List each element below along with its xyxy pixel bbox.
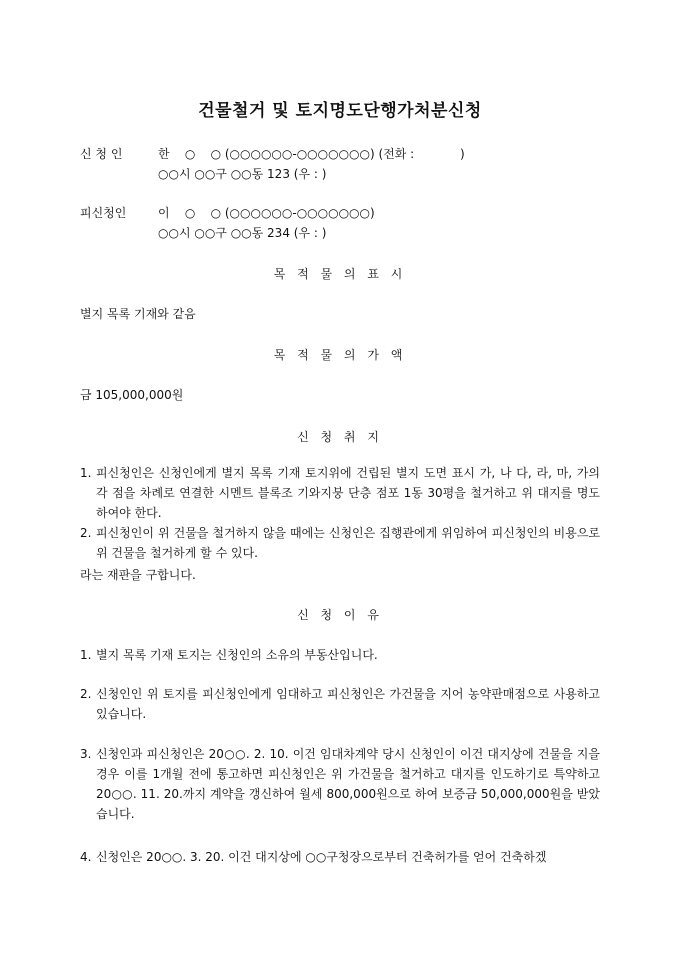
value-text: 금 105,000,000원 [80, 388, 184, 402]
object-text: 별지 목록 기재와 같음 [80, 307, 196, 321]
purpose-heading: 신 청 취 지 [297, 430, 383, 444]
reason-item [80, 684, 600, 724]
item-text: 신청인은 20○○. 3. 20. 이건 대지상에 ○○구청장으로부터 건축허가를 얻어 건축하겠 [96, 850, 547, 864]
applicant-row [80, 145, 465, 162]
item-text: 피신청인이 위 건물을 철거하지 않을 때에는 신청인은 집행관에게 위임하여 피신청인의 비용으로 위 건물을 철거하게 할 수 있다. [96, 526, 600, 560]
item-text: 신청인인 위 토지를 피신청인에게 임대하고 피신청인은 가건물을 지어 농약판매점으로 사용하고 있습니다. [96, 687, 600, 721]
respondent-row [80, 204, 375, 221]
reason-item [80, 744, 600, 824]
respondent-address: ○○시 ○○구 ○○동 234 (우 : ) [158, 226, 327, 240]
purpose-closing: 라는 재판을 구합니다. [80, 568, 196, 582]
item-number: 1. [80, 648, 92, 662]
item-number: 3. [80, 747, 92, 761]
item-number: 4. [80, 850, 92, 864]
item-number: 1. [80, 466, 92, 480]
purpose-item [80, 523, 600, 563]
purpose-item [80, 463, 600, 523]
applicant-info: 한 ○ ○ (○○○○○○-○○○○○○○) (전화 : ) [158, 147, 465, 161]
reason-item [80, 645, 600, 665]
item-text: 별지 목록 기재 토지는 신청인의 소유의 부동산입니다. [96, 648, 378, 662]
item-text: 신청인과 피신청인은 20○○. 2. 10. 이건 임대차계약 당시 신청인이 이건 대지상에 건물을 지을 경우 이를 1개월 전에 통고하면 피신청인은 위 가건물을 철거하고 대지를 인도하기로 특약하고 20○○. 11. 20.까지 계약을 갱신하여 월세 800,000원으로 하여 보증금 50,000,000원을 받았습니다. [96, 747, 600, 821]
object-heading: 목 적 물 의 표 시 [273, 267, 407, 281]
respondent-label: 피신청인 [80, 206, 127, 220]
applicant-label: 신 청 인 [80, 147, 123, 161]
respondent-info: 이 ○ ○ (○○○○○○-○○○○○○○) [158, 206, 375, 220]
reason-item [80, 847, 600, 867]
item-text: 피신청인은 신청인에게 별지 목록 기재 토지위에 건립된 별지 도면 표시 가, 나 다, 라, 마, 가의 각 점을 차례로 연결한 시멘트 블록조 기와지붕 단층 점포 1동 30평을 철거하고 위 대지를 명도하여야 한다. [96, 466, 600, 520]
reason-heading: 신 청 이 유 [297, 608, 383, 622]
applicant-address: ○○시 ○○구 ○○동 123 (우 : ) [158, 167, 327, 181]
item-number: 2. [80, 526, 92, 540]
item-number: 2. [80, 687, 92, 701]
document-title: 건물철거 및 토지명도단행가처분신청 [198, 101, 482, 121]
value-heading: 목 적 물 의 가 액 [273, 348, 407, 362]
